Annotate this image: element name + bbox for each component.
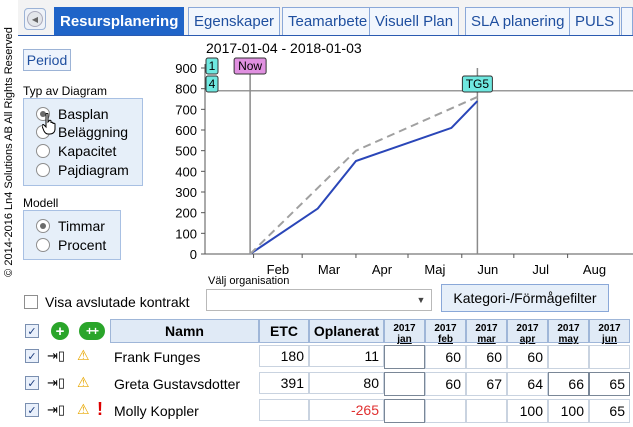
back-arrow-icon: ◀: [27, 11, 43, 27]
row-checkbox[interactable]: ✓: [25, 349, 39, 363]
warning-icon: ⚠: [77, 347, 90, 363]
row-oplanerat: 11: [309, 345, 384, 367]
month-name: feb: [438, 334, 453, 345]
radio-label: Basplan: [58, 106, 109, 122]
diagram-type-group: [23, 98, 143, 186]
month-value[interactable]: 65: [589, 372, 630, 396]
radio-pajdiagram[interactable]: [36, 161, 129, 179]
x-tick-label: Jun: [477, 262, 499, 277]
month-value[interactable]: [384, 399, 425, 423]
row-name[interactable]: Molly Koppler: [114, 402, 199, 419]
y-tick-label: 500: [175, 143, 197, 159]
month-value[interactable]: [466, 399, 507, 423]
radio-icon: [36, 144, 50, 158]
select-all-checkbox[interactable]: ✓: [25, 324, 39, 338]
diagram-type-label: Typ av Diagram: [23, 84, 108, 98]
month-year: 2017: [557, 323, 580, 334]
row-checkbox[interactable]: ✓: [25, 376, 39, 390]
month-header[interactable]: [589, 319, 630, 343]
radio-label: Kapacitet: [58, 143, 117, 159]
month-value[interactable]: [384, 345, 425, 369]
month-name: jan: [397, 334, 412, 345]
month-value[interactable]: 60: [507, 345, 548, 369]
checkbox-icon: [24, 295, 38, 309]
month-value[interactable]: 67: [466, 372, 507, 396]
move-to-door-icon[interactable]: ⇥▯: [46, 375, 66, 390]
x-tick-label: Mar: [317, 262, 341, 277]
y-tick-label: 600: [175, 123, 197, 138]
tab-visuell-plan[interactable]: Visuell Plan: [369, 7, 459, 35]
month-name: may: [558, 334, 579, 345]
month-year: 2017: [475, 323, 498, 334]
model-group: [23, 210, 121, 260]
month-name: mar: [477, 334, 496, 345]
radio-label: Procent: [58, 237, 107, 253]
month-value[interactable]: [548, 345, 589, 369]
x-tick-label: Apr: [371, 262, 393, 277]
month-header[interactable]: [425, 319, 466, 343]
x-tick-label: Feb: [266, 262, 290, 277]
tab-resursplanering[interactable]: Resursplanering: [54, 7, 184, 35]
tab-more[interactable]: [621, 7, 633, 35]
month-name: jun: [602, 334, 617, 345]
month-header[interactable]: [466, 319, 507, 343]
resource-chart: [168, 38, 633, 278]
organisation-select[interactable]: [206, 289, 432, 311]
month-value[interactable]: 66: [548, 372, 589, 396]
month-value[interactable]: 60: [425, 372, 466, 396]
tab-sla-planering[interactable]: SLA planering: [465, 7, 570, 35]
month-value[interactable]: [425, 399, 466, 423]
month-value[interactable]: 60: [466, 345, 507, 369]
model-label: Modell: [23, 196, 59, 210]
month-year: 2017: [516, 323, 539, 334]
month-name: apr: [519, 334, 536, 345]
month-value[interactable]: [589, 345, 630, 369]
y-tick-label: 800: [175, 81, 197, 97]
row-name[interactable]: Greta Gustavsdotter: [114, 375, 241, 392]
alert-icon: !: [97, 399, 103, 419]
radio-timmar[interactable]: [36, 217, 105, 235]
month-header[interactable]: [507, 319, 548, 343]
x-tick-label: Jul: [532, 262, 550, 277]
move-to-door-icon[interactable]: ⇥▯: [46, 402, 66, 417]
y-tick-label: 400: [175, 164, 197, 180]
column-header-etc[interactable]: ETC: [259, 319, 309, 343]
radio-icon: [36, 238, 50, 252]
chevron-down-icon: ▼: [416, 295, 426, 305]
show-completed-label: Visa avslutade kontrakt: [45, 294, 190, 310]
month-value[interactable]: [384, 372, 425, 396]
y-tick-label: 0: [189, 247, 197, 262]
row-etc[interactable]: [259, 399, 309, 421]
row-oplanerat: 80: [309, 372, 384, 394]
milestone-4-marker-label: 4: [208, 77, 216, 91]
warning-icon: ⚠: [77, 374, 90, 390]
tab-egenskaper[interactable]: Egenskaper: [188, 7, 280, 35]
month-year: 2017: [598, 323, 621, 334]
month-value[interactable]: 65: [589, 399, 630, 423]
month-value[interactable]: 60: [425, 345, 466, 369]
month-value[interactable]: 100: [507, 399, 548, 423]
show-completed-toggle[interactable]: [24, 294, 190, 310]
month-value[interactable]: 100: [548, 399, 589, 423]
row-name[interactable]: Frank Funges: [114, 348, 201, 365]
column-header-oplanerat[interactable]: Oplanerat: [309, 319, 384, 343]
row-oplanerat: -265: [309, 399, 384, 421]
back-button[interactable]: [24, 8, 46, 30]
copyright-text: © 2014-2016 Ln4 Solutions AB All Rights Reserved: [3, 27, 15, 277]
radio-kapacitet[interactable]: [36, 142, 116, 160]
y-tick-label: 900: [175, 61, 197, 76]
resource-table: [0, 317, 633, 427]
y-tick-label: 300: [175, 185, 197, 200]
hand-cursor-icon: [42, 113, 56, 135]
y-tick-label: 100: [175, 226, 197, 242]
radio-label: Pajdiagram: [58, 162, 129, 178]
x-tick-label: Maj: [424, 262, 446, 277]
month-year: 2017: [393, 323, 416, 334]
x-tick-label: Aug: [582, 262, 607, 277]
row-etc[interactable]: 180: [259, 345, 309, 367]
warning-icon: ⚠: [77, 401, 90, 417]
radio-label: Timmar: [58, 218, 105, 234]
column-header-name[interactable]: Namn: [110, 319, 259, 343]
now-marker-label: Now: [238, 59, 263, 73]
y-tick-label: 200: [175, 205, 197, 221]
tab-puls[interactable]: PULS: [569, 7, 620, 35]
tg5-marker-label: TG5: [465, 77, 490, 91]
month-header[interactable]: [548, 319, 589, 343]
row-etc[interactable]: 391: [259, 372, 309, 394]
radio-label: Beläggning: [58, 124, 129, 140]
add-icon[interactable]: +: [51, 322, 69, 340]
actual-series-line: [250, 101, 477, 254]
radio-procent[interactable]: [36, 236, 106, 254]
tab-bar: [18, 0, 633, 36]
month-header[interactable]: [384, 319, 425, 343]
add-multiple-icon[interactable]: ++: [79, 322, 105, 340]
category-filter-button[interactable]: Kategori-/Förmågefilter: [441, 284, 609, 312]
tab-teamarbete[interactable]: Teamarbete: [282, 7, 373, 35]
milestone-1-marker-label: 1: [208, 59, 216, 73]
month-value[interactable]: 64: [507, 372, 548, 396]
period-button[interactable]: Period: [23, 49, 71, 71]
organisation-label: Välj organisation: [208, 275, 290, 287]
radio-selected-icon: [36, 219, 50, 233]
y-tick-label: 700: [175, 102, 197, 118]
month-year: 2017: [434, 323, 457, 334]
copyright-vertical: [1, 0, 17, 305]
chart-title: 2017-01-04 - 2018-01-03: [206, 40, 362, 56]
row-checkbox[interactable]: ✓: [25, 403, 39, 417]
radio-icon: [36, 163, 50, 177]
move-to-door-icon[interactable]: ⇥▯: [46, 348, 66, 363]
